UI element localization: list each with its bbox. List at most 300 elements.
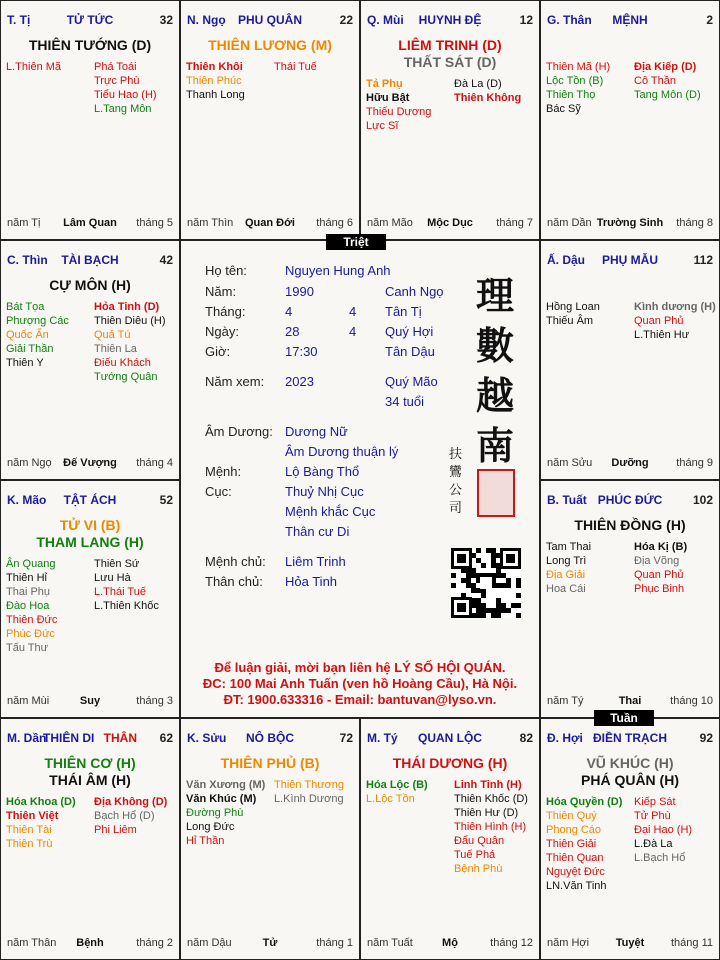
palace-name-text: TỬ TỨC (66, 13, 114, 27)
minor-star: Văn Khúc (M) (186, 793, 257, 805)
palace-branch: N. Ngọ (187, 13, 226, 27)
minor-star: Hữu Bật (366, 92, 410, 104)
minor-star: L.Thiên Khốc (94, 600, 159, 612)
minor-star: Kình dương (H) (634, 301, 716, 313)
palace-year: năm Tị (7, 217, 41, 229)
palace-name (547, 731, 713, 745)
minor-star: Linh Tinh (H) (454, 779, 522, 791)
minor-star: Hoa Cái (546, 583, 586, 595)
palace-branch: Đ. Hợi (547, 731, 583, 745)
minor-star: Long Trì (546, 555, 587, 567)
info-day-lunar-num: 4 (349, 324, 357, 339)
info-year-lunar: Canh Ngọ (385, 284, 444, 299)
palace-cell-dan (0, 718, 180, 960)
minor-star: Thiên Quan (546, 852, 604, 864)
minor-star: Thiên Thương (274, 779, 345, 791)
minor-star: Địa Không (D) (94, 796, 168, 808)
minor-star: Hồng Loan (546, 301, 600, 313)
info-hour-label: Giờ: (205, 344, 231, 359)
palace-header (7, 13, 173, 29)
palace-number: 42 (159, 253, 173, 267)
minor-star: Tuế Phá (454, 849, 496, 861)
palace-name (367, 731, 533, 745)
palace-month: tháng 4 (136, 457, 173, 469)
palace-footer (7, 457, 173, 471)
minor-star: Thiếu Dương (366, 106, 432, 118)
palace-branch: K. Mão (7, 493, 47, 507)
minor-stars-right (634, 540, 687, 596)
palace-footer (547, 937, 713, 951)
palace-number: 102 (692, 493, 713, 507)
palace-footer (7, 217, 173, 231)
palace-footer (367, 217, 533, 231)
palace-stage: Quan Đới (245, 217, 295, 229)
palace-number: 112 (693, 253, 713, 267)
minor-star: Bác Sỹ (546, 103, 581, 115)
minor-star: Bạch Hổ (D) (94, 810, 155, 822)
palace-name (547, 253, 713, 267)
calligraphy-char: 理 (475, 273, 514, 318)
palace-branch: B. Tuất (547, 493, 587, 507)
minor-star: Thiên Thọ (546, 89, 596, 101)
palace-header (367, 731, 533, 747)
palace-stage: Tử (262, 937, 278, 949)
minor-stars-right (634, 300, 716, 342)
minor-star: Thiên Đức (6, 614, 58, 626)
minor-stars-right (634, 795, 692, 865)
calligraphy-seal (467, 271, 523, 471)
minor-star: Tướng Quân (94, 371, 158, 383)
palace-header (547, 253, 713, 269)
minor-star: Thiên La (94, 343, 137, 355)
minor-star: Thiên Không (454, 92, 522, 104)
minor-star: Địa Võng (634, 555, 680, 567)
minor-star: Giải Thần (6, 343, 54, 355)
minor-star: Thiếu Âm (546, 315, 594, 327)
palace-name-text: PHÚC ĐỨC (597, 493, 663, 507)
palace-month: tháng 7 (496, 217, 533, 229)
minor-star: LN.Văn Tinh (546, 880, 607, 892)
palace-name (367, 13, 533, 27)
palace-year: năm Hợi (547, 937, 590, 949)
contact-line-3: ĐT: 1900.633316 - Email: bantuvan@lyso.vn. (223, 692, 497, 707)
main-star: PHÁ QUÂN (H) (581, 772, 679, 788)
info-day-lunar: Quý Hợi (385, 324, 434, 339)
minor-star: Bát Tọa (6, 301, 45, 313)
main-stars (1, 37, 179, 54)
info-month-lunar: Tân Tị (385, 304, 422, 319)
minor-star: Hóa Quyền (D) (546, 796, 623, 808)
info-day-value: 28 (285, 324, 300, 339)
palace-branch: G. Thân (547, 13, 592, 27)
main-star: CỰ MÔN (H) (49, 277, 131, 293)
minor-stars-left (546, 795, 622, 893)
palace-header (547, 493, 713, 509)
main-star: THÁI ÂM (H) (49, 772, 131, 788)
minor-star: L.Đà La (634, 838, 673, 850)
side-char: 扶 (449, 447, 463, 462)
minor-star: L.Bạch Hổ (634, 852, 686, 864)
minor-star: L.Thiên Mã (6, 61, 62, 73)
info-year-label: Năm: (205, 284, 237, 299)
palace-number: 82 (519, 731, 533, 745)
main-star: THIÊN CƠ (H) (44, 755, 136, 771)
palace-cell-ngo (180, 0, 360, 240)
palace-month: tháng 8 (676, 217, 713, 229)
palace-cell-tuat (540, 480, 720, 718)
palace-month: tháng 2 (136, 937, 173, 949)
minor-stars-left (546, 60, 610, 116)
palace-cell-thin (0, 240, 180, 480)
info-menh-chu-value: Liêm Trinh (285, 554, 346, 569)
palace-cell-ty (360, 718, 540, 960)
palace-year: năm Dần (547, 217, 592, 229)
calligraphy-side (449, 446, 465, 518)
minor-stars-left (186, 778, 265, 848)
main-star: THẤT SÁT (D) (403, 54, 497, 70)
red-seal-stamp (477, 469, 515, 517)
palace-footer (187, 937, 353, 951)
palace-year: năm Thìn (187, 217, 234, 229)
info-amduong-label: Âm Dương: (205, 424, 273, 439)
tuan-badge: Tuần (594, 710, 654, 726)
info-cuc-value-2: Mệnh khắc Cục (285, 504, 376, 519)
minor-star: Điếu Khách (94, 357, 151, 369)
minor-star: Tam Thai (546, 541, 592, 553)
palace-footer (7, 695, 173, 709)
info-cuc-value: Thuỷ Nhị Cục (285, 484, 364, 499)
palace-name (187, 13, 353, 27)
minor-star: L.Thiên Hư (634, 329, 690, 341)
info-hour-lunar: Tân Dậu (385, 344, 435, 359)
minor-star: Hỏa Tinh (D) (94, 301, 160, 313)
palace-number: 62 (159, 731, 173, 745)
minor-star: Tử Phù (634, 810, 671, 822)
main-stars (541, 755, 719, 789)
main-stars (361, 37, 539, 71)
palace-name (7, 493, 173, 507)
palace-year: năm Mùi (7, 695, 50, 707)
main-star: THIÊN TƯỚNG (D) (28, 37, 152, 53)
minor-star: L.Lộc Tồn (366, 793, 415, 805)
palace-stage: Lâm Quan (63, 217, 117, 229)
minor-star: Bệnh Phù (454, 863, 503, 875)
palace-header (367, 13, 533, 29)
main-star: VŨ KHÚC (H) (586, 755, 674, 771)
minor-stars-right (274, 60, 317, 74)
palace-month: tháng 9 (676, 457, 713, 469)
palace-name (7, 731, 173, 745)
palace-stage: Thai (618, 695, 642, 707)
info-menh-label: Mệnh: (205, 464, 242, 479)
side-char: 公 (449, 483, 463, 498)
minor-star: Ân Quang (6, 558, 56, 570)
info-name-label: Họ tên: (205, 263, 247, 278)
center-info-panel (180, 240, 540, 718)
main-star: THÁI DƯƠNG (H) (392, 755, 508, 771)
info-than-chu-value: Hỏa Tinh (285, 574, 338, 589)
palace-month: tháng 6 (316, 217, 353, 229)
info-view-year-value: 2023 (285, 374, 314, 389)
palace-number: 72 (339, 731, 353, 745)
palace-cell-mui (360, 0, 540, 240)
palace-year: năm Tý (547, 695, 584, 707)
calligraphy-char: 越 (475, 373, 514, 418)
palace-year: năm Tuất (367, 937, 413, 949)
minor-stars-right (94, 60, 157, 116)
minor-star: Phục Binh (634, 583, 685, 595)
minor-star: Thiên Diêu (H) (94, 315, 166, 327)
palace-stage: Dưỡng (611, 457, 649, 469)
minor-stars-right (634, 60, 701, 102)
minor-star: Văn Xương (M) (186, 779, 266, 791)
minor-star: Thiên Phúc (186, 75, 242, 87)
minor-stars-right (94, 795, 167, 837)
info-month-label: Tháng: (205, 304, 246, 319)
palace-stage: Trường Sinh (596, 217, 664, 229)
minor-star: Thiên Sứ (94, 558, 140, 570)
calligraphy-char: 南 (475, 423, 514, 468)
minor-star: Thiên Việt (6, 810, 59, 822)
info-hour-value: 17:30 (285, 344, 318, 359)
palace-branch: M. Tý (367, 731, 398, 745)
palace-number: 12 (519, 13, 533, 27)
minor-star: Long Đức (186, 821, 235, 833)
palace-header (547, 13, 713, 29)
main-star: THIÊN LƯƠNG (M) (208, 37, 332, 53)
palace-footer (7, 937, 173, 951)
contact-line-2: ĐC: 100 Mai Anh Tuấn (ven hồ Hoàng Cầu), Hà Nội. (202, 676, 518, 691)
palace-branch: M. Dần (7, 731, 47, 745)
palace-cell-dau (540, 240, 720, 480)
minor-stars-left (366, 77, 431, 133)
info-view-year-label: Năm xem: (205, 374, 265, 389)
minor-star: Tả Phụ (366, 78, 403, 90)
palace-header (7, 253, 173, 269)
minor-star: Lộc Tồn (B) (546, 75, 604, 87)
minor-star: L.Thái Tuế (94, 586, 146, 598)
palace-stage: Mộc Dục (427, 217, 473, 229)
minor-stars-right (454, 778, 528, 876)
info-view-year-lunar: Quý Mão (385, 374, 438, 389)
palace-header (187, 731, 353, 747)
main-stars (1, 277, 179, 294)
palace-name-text: ĐIỀN TRẠCH (593, 731, 667, 745)
minor-stars-right (94, 300, 166, 384)
palace-name-text: QUAN LỘC (418, 731, 482, 745)
palace-month: tháng 11 (670, 937, 713, 949)
palace-stage: Bệnh (76, 937, 104, 949)
main-stars (181, 755, 359, 772)
palace-than-marker: THÂN (103, 731, 137, 745)
palace-name (547, 493, 713, 507)
minor-stars-right (274, 778, 344, 806)
palace-branch: Q. Mùi (367, 13, 404, 27)
info-day-label: Ngày: (205, 324, 239, 339)
info-cuc-value-3: Thân cư Di (285, 524, 350, 539)
minor-stars-left (366, 778, 428, 806)
palace-number: 22 (339, 13, 353, 27)
info-year-value: 1990 (285, 284, 314, 299)
info-amduong-value: Dương Nữ (285, 424, 348, 439)
minor-star: Thái Tuế (274, 61, 317, 73)
palace-name-text: HUYNH ĐỆ (418, 13, 482, 27)
main-star: THIÊN ĐỒNG (H) (574, 517, 686, 533)
palace-cell-suu (180, 718, 360, 960)
palace-header (547, 731, 713, 747)
palace-footer (367, 937, 533, 951)
minor-star: Thiên Hư (D) (454, 807, 519, 819)
palace-name (7, 253, 173, 267)
minor-star: L.Kình Dương (274, 793, 344, 805)
info-month-lunar-num: 4 (349, 304, 357, 319)
main-star: LIÊM TRINH (D) (398, 37, 502, 53)
minor-star: Đẩu Quân (454, 835, 505, 847)
palace-name (7, 13, 173, 27)
main-stars (361, 755, 539, 772)
minor-star: Quốc Ấn (6, 329, 49, 341)
main-stars (1, 517, 179, 551)
minor-star: Tang Môn (D) (634, 89, 701, 101)
palace-year: năm Sửu (547, 457, 593, 469)
info-month-value: 4 (285, 304, 293, 319)
minor-star: Thanh Long (186, 89, 245, 101)
side-char: 鸞 (449, 465, 463, 480)
palace-name-text: NÔ BỘC (246, 731, 294, 745)
palace-footer (187, 217, 353, 231)
minor-star: Thiên Hình (H) (454, 821, 527, 833)
palace-number: 2 (706, 13, 713, 27)
palace-year: năm Thân (7, 937, 57, 949)
minor-star: Thiên Giải (546, 838, 597, 850)
palace-year: năm Ngọ (7, 457, 52, 469)
calligraphy-char: 數 (475, 323, 514, 368)
minor-star: Thai Phụ (6, 586, 51, 598)
palace-month: tháng 10 (670, 695, 713, 707)
minor-star: Địa Kiếp (D) (634, 61, 697, 73)
info-cuc-label: Cục: (205, 484, 232, 499)
minor-star: Quan Phủ (634, 315, 684, 327)
info-age: 34 tuổi (385, 394, 425, 409)
palace-branch: C. Thìn (7, 253, 48, 267)
palace-year: năm Mão (367, 217, 413, 229)
info-amduong-value-2: Âm Dương thuận lý (285, 444, 399, 459)
palace-name-text: THIÊN DI (42, 731, 95, 745)
minor-star: Hỉ Thần (186, 835, 225, 847)
palace-month: tháng 12 (490, 937, 533, 949)
palace-stage: Đế Vượng (63, 457, 117, 469)
minor-star: Quan Phủ (634, 569, 684, 581)
palace-name-text: TẬT ÁCH (63, 493, 117, 507)
minor-star: L.Tang Môn (94, 103, 152, 115)
info-menh-value: Lộ Bàng Thổ (285, 464, 360, 479)
minor-star: Thiên Khốc (D) (454, 793, 528, 805)
minor-stars-left (6, 795, 76, 851)
minor-star: Thiên Trù (6, 838, 53, 850)
minor-star: Đại Hao (H) (634, 824, 693, 836)
palace-cell-mao (0, 480, 180, 718)
info-menh-chu-label: Mệnh chủ: (205, 554, 266, 569)
minor-stars-left (6, 300, 69, 370)
minor-star: Tấu Thư (6, 642, 49, 654)
palace-year: năm Dậu (187, 937, 232, 949)
palace-cell-than (540, 0, 720, 240)
minor-star: Thiên Quý (546, 810, 597, 822)
minor-stars-left (186, 60, 245, 102)
minor-star: Thiên Y (6, 357, 44, 369)
palace-name-text: MỆNH (612, 13, 648, 27)
minor-stars-left (546, 540, 591, 596)
palace-month: tháng 3 (136, 695, 173, 707)
info-name-value: Nguyen Hung Anh (285, 263, 391, 278)
main-stars (541, 517, 719, 534)
palace-stage: Mộ (442, 937, 458, 949)
minor-star: Thiên Khôi (186, 61, 243, 73)
minor-star: Phá Toái (94, 61, 137, 73)
minor-star: Thiên Tài (6, 824, 52, 836)
main-star: TỬ VI (B) (59, 517, 121, 533)
palace-cell-hoi (540, 718, 720, 960)
palace-name (547, 13, 713, 27)
minor-star: Trực Phù (94, 75, 140, 87)
minor-stars-left (6, 60, 61, 74)
minor-star: Hóa Lộc (B) (366, 779, 428, 791)
palace-branch: T. Tị (7, 13, 31, 27)
minor-star: Hóa Khoa (D) (6, 796, 76, 808)
minor-star: Tiểu Hao (H) (94, 89, 157, 101)
palace-number: 32 (159, 13, 173, 27)
minor-star: Địa Giải (546, 569, 586, 581)
minor-star: Đà La (D) (454, 78, 502, 90)
minor-stars-right (94, 557, 159, 613)
qr-code (451, 548, 521, 618)
main-star: THAM LANG (H) (36, 534, 144, 550)
palace-branch: K. Sửu (187, 731, 227, 745)
minor-star: Đào Hoa (6, 600, 50, 612)
minor-star: Phúc Đức (6, 628, 55, 640)
palace-name-text: TÀI BẠCH (61, 253, 119, 267)
minor-stars-left (546, 300, 600, 328)
palace-header (7, 731, 173, 747)
palace-stage: Suy (79, 695, 101, 707)
palace-footer (547, 695, 713, 709)
palace-header (187, 13, 353, 29)
palace-header (7, 493, 173, 509)
minor-star: Nguyệt Đức (546, 866, 605, 878)
minor-star: Hóa Kị (B) (634, 541, 688, 553)
main-stars (181, 37, 359, 54)
palace-number: 52 (159, 493, 173, 507)
palace-footer (547, 457, 713, 471)
minor-star: Lưu Hà (94, 572, 131, 584)
palace-name-text: PHU QUÂN (237, 13, 302, 27)
triet-badge: Triệt (326, 234, 386, 250)
palace-month: tháng 1 (316, 937, 353, 949)
minor-star: Cô Thần (634, 75, 676, 87)
contact-line-1: Để luận giải, mời bạn liên hệ LÝ SỐ HỘI QUÁN. (214, 660, 506, 675)
main-star: THIÊN PHỦ (B) (220, 755, 320, 771)
palace-footer (547, 217, 713, 231)
minor-star: Đường Phù (186, 807, 244, 819)
info-than-chu-label: Thân chủ: (205, 574, 263, 589)
minor-star: Quả Tú (94, 329, 131, 341)
minor-star: Lực Sĩ (366, 120, 399, 132)
minor-star: Phong Cáo (546, 824, 602, 836)
minor-star: Phi Liêm (94, 824, 137, 836)
main-stars (1, 755, 179, 789)
palace-branch: Ấ. Dậu (547, 253, 586, 267)
palace-number: 92 (699, 731, 713, 745)
